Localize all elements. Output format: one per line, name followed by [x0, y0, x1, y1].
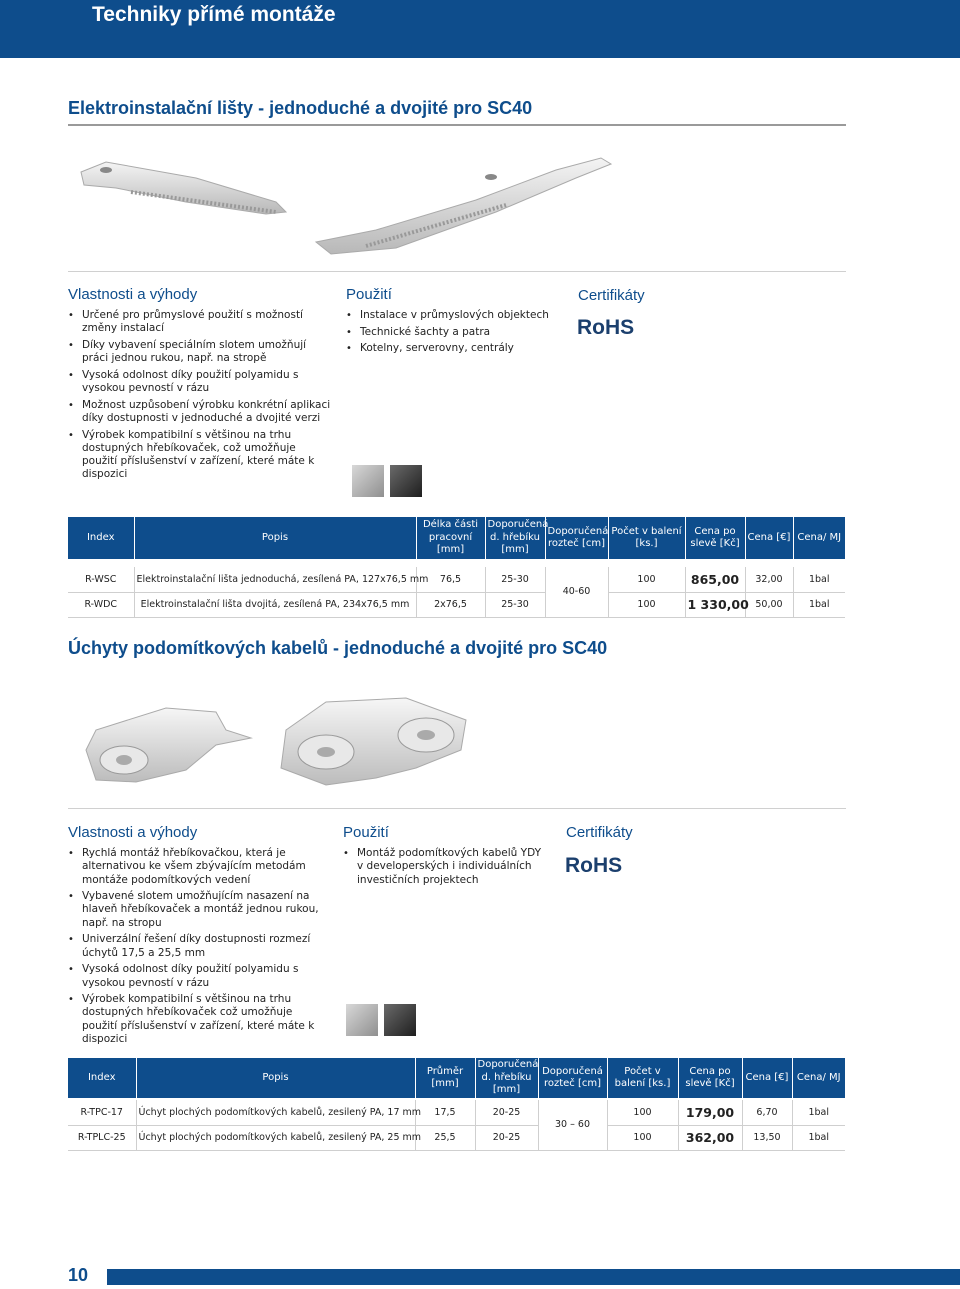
col-header-index: Index — [68, 1058, 136, 1098]
cell-price-eur: 13,50 — [742, 1125, 792, 1150]
cell-unit: 1bal — [793, 592, 845, 617]
cell-desc: Úchyt plochých podomítkových kabelů, zesilený PA, 25 mm — [136, 1125, 415, 1150]
section1-cert-heading: Certifikáty — [578, 287, 645, 304]
color-swatch-grey — [352, 465, 384, 497]
product-image-cable-trays — [76, 150, 616, 262]
cell-desc: Úchyt plochých podomítkových kabelů, zesilený PA, 17 mm — [136, 1100, 415, 1125]
col-header-price-eur: Cena [€] — [742, 1058, 792, 1098]
col-header-diameter: Průměr [mm] — [415, 1058, 475, 1098]
cell-diameter: 25,5 — [415, 1125, 475, 1150]
color-swatch-black — [390, 465, 422, 497]
cell-index: R-WSC — [68, 567, 134, 592]
cell-price-eur: 32,00 — [745, 567, 793, 592]
col-header-unit: Cena/ MJ — [792, 1058, 845, 1098]
cell-nail: 25-30 — [485, 567, 545, 592]
table-row — [68, 567, 845, 592]
cell-nail: 20-25 — [475, 1100, 538, 1125]
list-item: • Vysoká odolnost díky použití polyamidu s vysokou pevností v rázu — [68, 369, 333, 396]
list-item: • Díky vybavení speciálním slotem umožňují práci jednou rukou, např. na stropě — [68, 339, 333, 366]
cell-pack: 100 — [608, 592, 685, 617]
col-header-desc: Popis — [136, 1058, 415, 1098]
section2-cert-heading: Certifikáty — [566, 824, 633, 841]
list-item: • Výrobek kompatibilní s většinou na trhu dostupných hřebíkovaček, což umožňuje použití příslušenství v zařízení, které máte k dispozici — [68, 429, 333, 482]
table-row — [68, 1100, 845, 1125]
product-image-cable-clips — [76, 690, 476, 800]
page-number: 10 — [68, 1265, 89, 1285]
col-header-index: Index — [68, 517, 134, 559]
section2-title: Úchyty podomítkových kabelů - jednoduché a dvojité pro SC40 — [68, 638, 608, 658]
section1-advantages-heading: Vlastnosti a výhody — [68, 286, 198, 303]
table-row — [68, 1125, 845, 1150]
section1-divider — [68, 271, 846, 272]
section1-usage-list — [346, 309, 556, 359]
col-header-price-czk: Cena po slevě [Kč] — [678, 1058, 742, 1098]
section2-divider — [68, 808, 846, 809]
list-item: • Určené pro průmyslové použití s možností změny instalací — [68, 309, 333, 336]
section2-advantages-list — [68, 847, 323, 1050]
cell-pack: 100 — [607, 1125, 678, 1150]
rohs-logo: RoHS — [577, 316, 635, 339]
col-header-spacing: Doporučená rozteč [cm] — [545, 517, 608, 559]
cell-price-eur: 6,70 — [742, 1100, 792, 1125]
cell-index: R-TPLC-25 — [68, 1125, 136, 1150]
col-header-spacing: Doporučená rozteč [cm] — [538, 1058, 607, 1098]
cell-length: 2x76,5 — [416, 592, 485, 617]
cell-nail: 25-30 — [485, 592, 545, 617]
section1-product-table — [68, 517, 845, 618]
header-bar — [0, 0, 960, 58]
cell-price-czk: 1 330,00 — [685, 592, 745, 617]
cell-unit: 1bal — [792, 1100, 845, 1125]
color-swatch-black — [384, 1004, 416, 1036]
cell-price-czk: 362,00 — [678, 1125, 742, 1150]
cell-nail: 20-25 — [475, 1125, 538, 1150]
cell-desc: Elektroinstalační lišta dvojitá, zesílená PA, 234x76,5 mm — [134, 592, 416, 617]
col-header-nail: Doporučená d. hřebíku [mm] — [475, 1058, 538, 1098]
section1-rule — [68, 124, 846, 126]
page-title: Techniky přímé montáže — [92, 3, 336, 26]
section1-advantages-list — [68, 309, 333, 485]
col-header-price-czk: Cena po slevě [Kč] — [685, 517, 745, 559]
col-header-desc: Popis — [134, 517, 416, 559]
cell-price-czk: 865,00 — [685, 567, 745, 592]
cell-pack: 100 — [608, 567, 685, 592]
cell-length: 76,5 — [416, 567, 485, 592]
col-header-unit: Cena/ MJ — [793, 517, 845, 559]
cell-index: R-WDC — [68, 592, 134, 617]
section2-usage-list — [343, 847, 548, 890]
list-item: • Výrobek kompatibilní s většinou na trhu dostupných hřebíkovaček což umožňuje použití příslušenství v zařízení, které máte k dispozici — [68, 993, 323, 1046]
list-item: • Vybavené slotem umožňujícím nasazení na hlaveň hřebíkovaček a montáž jednou rukou, např. na stropu — [68, 890, 323, 930]
list-item: • Kotelny, serverovny, centrály — [346, 342, 556, 355]
list-item: • Vysoká odolnost díky použití polyamidu s vysokou pevností v rázu — [68, 963, 323, 990]
list-item: • Univerzální řešení díky dostupnosti rozmezí úchytů 17,5 a 25,5 mm — [68, 933, 323, 960]
col-header-price-eur: Cena [€] — [745, 517, 793, 559]
table-row — [68, 592, 845, 617]
col-header-length: Délka části pracovní [mm] — [416, 517, 485, 559]
list-item: • Instalace v průmyslových objektech — [346, 309, 556, 322]
list-item: • Technické šachty a patra — [346, 326, 556, 339]
col-header-pack: Počet v balení [ks.] — [607, 1058, 678, 1098]
section2-usage-heading: Použití — [343, 824, 389, 841]
cell-unit: 1bal — [792, 1125, 845, 1150]
list-item: • Rychlá montáž hřebíkovačkou, která je alternativou ke všem zbývajícím metodám montáže podomítkových vedení — [68, 847, 323, 887]
section1-title: Elektroinstalační lišty - jednoduché a dvojité pro SC40 — [68, 98, 533, 118]
col-header-nail: Doporučená d. hřebíku [mm] — [485, 517, 545, 559]
col-header-pack: Počet v balení [ks.] — [608, 517, 685, 559]
cell-spacing: 40-60 — [545, 567, 608, 617]
cell-spacing: 30 – 60 — [538, 1100, 607, 1150]
cell-pack: 100 — [607, 1100, 678, 1125]
section2-advantages-heading: Vlastnosti a výhody — [68, 824, 198, 841]
color-swatch-grey — [346, 1004, 378, 1036]
cell-price-eur: 50,00 — [745, 592, 793, 617]
cell-desc: Elektroinstalační lišta jednoduchá, zesílená PA, 127x76,5 mm — [134, 567, 416, 592]
section2-product-table — [68, 1058, 845, 1151]
cell-price-czk: 179,00 — [678, 1100, 742, 1125]
list-item: • Montáž podomítkových kabelů YDY v developerských i individuálních investičních projektech — [343, 847, 548, 887]
cell-unit: 1bal — [793, 567, 845, 592]
cell-index: R-TPC-17 — [68, 1100, 136, 1125]
footer-bar — [107, 1269, 960, 1285]
rohs-logo: RoHS — [565, 854, 623, 877]
cell-diameter: 17,5 — [415, 1100, 475, 1125]
section1-usage-heading: Použití — [346, 286, 392, 303]
list-item: • Možnost uzpůsobení výrobku konkrétní aplikaci díky dostupnosti v jednoduché a dvojité verzi — [68, 399, 333, 426]
